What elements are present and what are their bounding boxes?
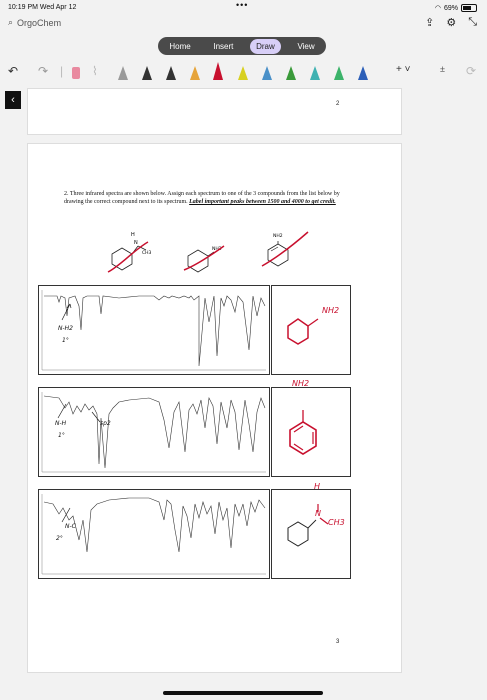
compound-aniline [262, 232, 308, 266]
hw-answer-3-ch3: CH3 [328, 518, 345, 527]
status-right [435, 4, 477, 12]
label-n: N [134, 240, 138, 246]
pen-teal-icon[interactable] [310, 66, 320, 80]
search-icon: ⌕ [8, 17, 14, 27]
note-s2-nh: N-H [55, 420, 67, 427]
pen-green2-icon[interactable] [334, 66, 344, 80]
divider-icon: | [60, 64, 64, 78]
label-h: H [131, 232, 135, 238]
battery-icon [461, 4, 477, 12]
page-number: 3 [336, 639, 340, 645]
answer-1-drawing [272, 286, 350, 374]
pen-orange-icon[interactable] [190, 66, 200, 80]
hw-answer-2: NH2 [292, 379, 310, 388]
compound-list [100, 228, 310, 278]
note-s1-primary: 1° [62, 337, 69, 344]
answer-2-drawing [272, 388, 350, 476]
note-s2-sp2: sp2 [100, 420, 111, 427]
gear-icon[interactable]: ⚙ [446, 17, 457, 29]
tab-home[interactable]: Home [169, 41, 191, 51]
wifi-icon: ◠ [434, 5, 441, 12]
undo-icon[interactable]: ↶ [8, 64, 19, 78]
note-s3-nc: N-C [65, 523, 76, 530]
collapse-icon[interactable]: ⤡ [468, 16, 477, 28]
question-emphasis: Label important peaks between 1500 and 4000 to get credit. [189, 199, 336, 205]
lasso-icon[interactable]: ⌇ [92, 64, 98, 78]
pen-black-icon[interactable] [142, 66, 152, 80]
compound-n-methylcyclohexylamine [108, 232, 152, 272]
back-button[interactable] [5, 91, 21, 109]
tab-insert[interactable]: Insert [213, 41, 234, 51]
label-nh2-a: NH2 [212, 247, 222, 252]
chevron-left-icon: ‹ [11, 94, 15, 106]
notebook-title: OrgoChem [17, 17, 62, 28]
hw-answer-3-n: N [315, 509, 321, 518]
pen-gray-icon[interactable] [118, 66, 128, 80]
pen-black2-icon[interactable] [166, 66, 176, 80]
clock: 10:19 PM Wed Apr 12 [8, 4, 77, 11]
question-intro: 2. Three infrared spectra are shown below. Assign each spectrum to one of the 3 compounds from the list below by drawing the correct compound next to its spectrum. [64, 191, 340, 205]
page-2 [27, 88, 402, 135]
ribbon-tabs [158, 37, 326, 55]
status-bar [0, 0, 487, 14]
annotation-arrows [40, 300, 120, 540]
page-number: 2 [336, 101, 340, 107]
label-nh2-b: NH2 [273, 234, 283, 239]
add-pen-button[interactable]: + ˅ [396, 64, 411, 75]
note-s2-primary: 1° [58, 432, 65, 439]
label-ch3: CH3 [142, 251, 152, 256]
note-s3-secondary: 2° [56, 535, 63, 542]
battery-percent: 69% [443, 4, 458, 12]
eraser-icon[interactable] [72, 67, 80, 79]
search-bar[interactable] [8, 17, 61, 28]
math-icon[interactable]: ± [440, 64, 445, 74]
pen-green-icon[interactable] [286, 66, 296, 80]
compound-cyclohexylamine [184, 246, 224, 272]
redo-icon[interactable]: ↷ [38, 64, 49, 78]
tab-draw[interactable]: Draw [250, 39, 281, 54]
hw-answer-3-h: H [314, 482, 321, 491]
more-dots-icon[interactable]: ••• [236, 0, 249, 10]
question-text [64, 190, 354, 206]
pen-navy-icon[interactable] [358, 66, 368, 80]
answer-box-3[interactable] [271, 489, 351, 579]
more-tools-icon[interactable]: ⟳ [466, 64, 477, 78]
home-indicator[interactable] [163, 691, 323, 695]
answer-box-2[interactable] [271, 387, 351, 477]
hw-answer-1: NH2 [322, 306, 340, 315]
top-icons [425, 16, 477, 29]
pen-red-icon[interactable] [213, 62, 223, 80]
pen-blue-icon[interactable] [262, 66, 272, 80]
tab-view[interactable]: View [297, 41, 315, 51]
answer-box-1[interactable] [271, 285, 351, 375]
note-s1-nh2: N-H2 [58, 325, 73, 332]
answer-3-drawing [272, 490, 350, 578]
highlighter-yellow-icon[interactable] [238, 66, 248, 80]
share-icon[interactable]: ⇪ [425, 17, 435, 29]
draw-toolbar [0, 62, 487, 84]
